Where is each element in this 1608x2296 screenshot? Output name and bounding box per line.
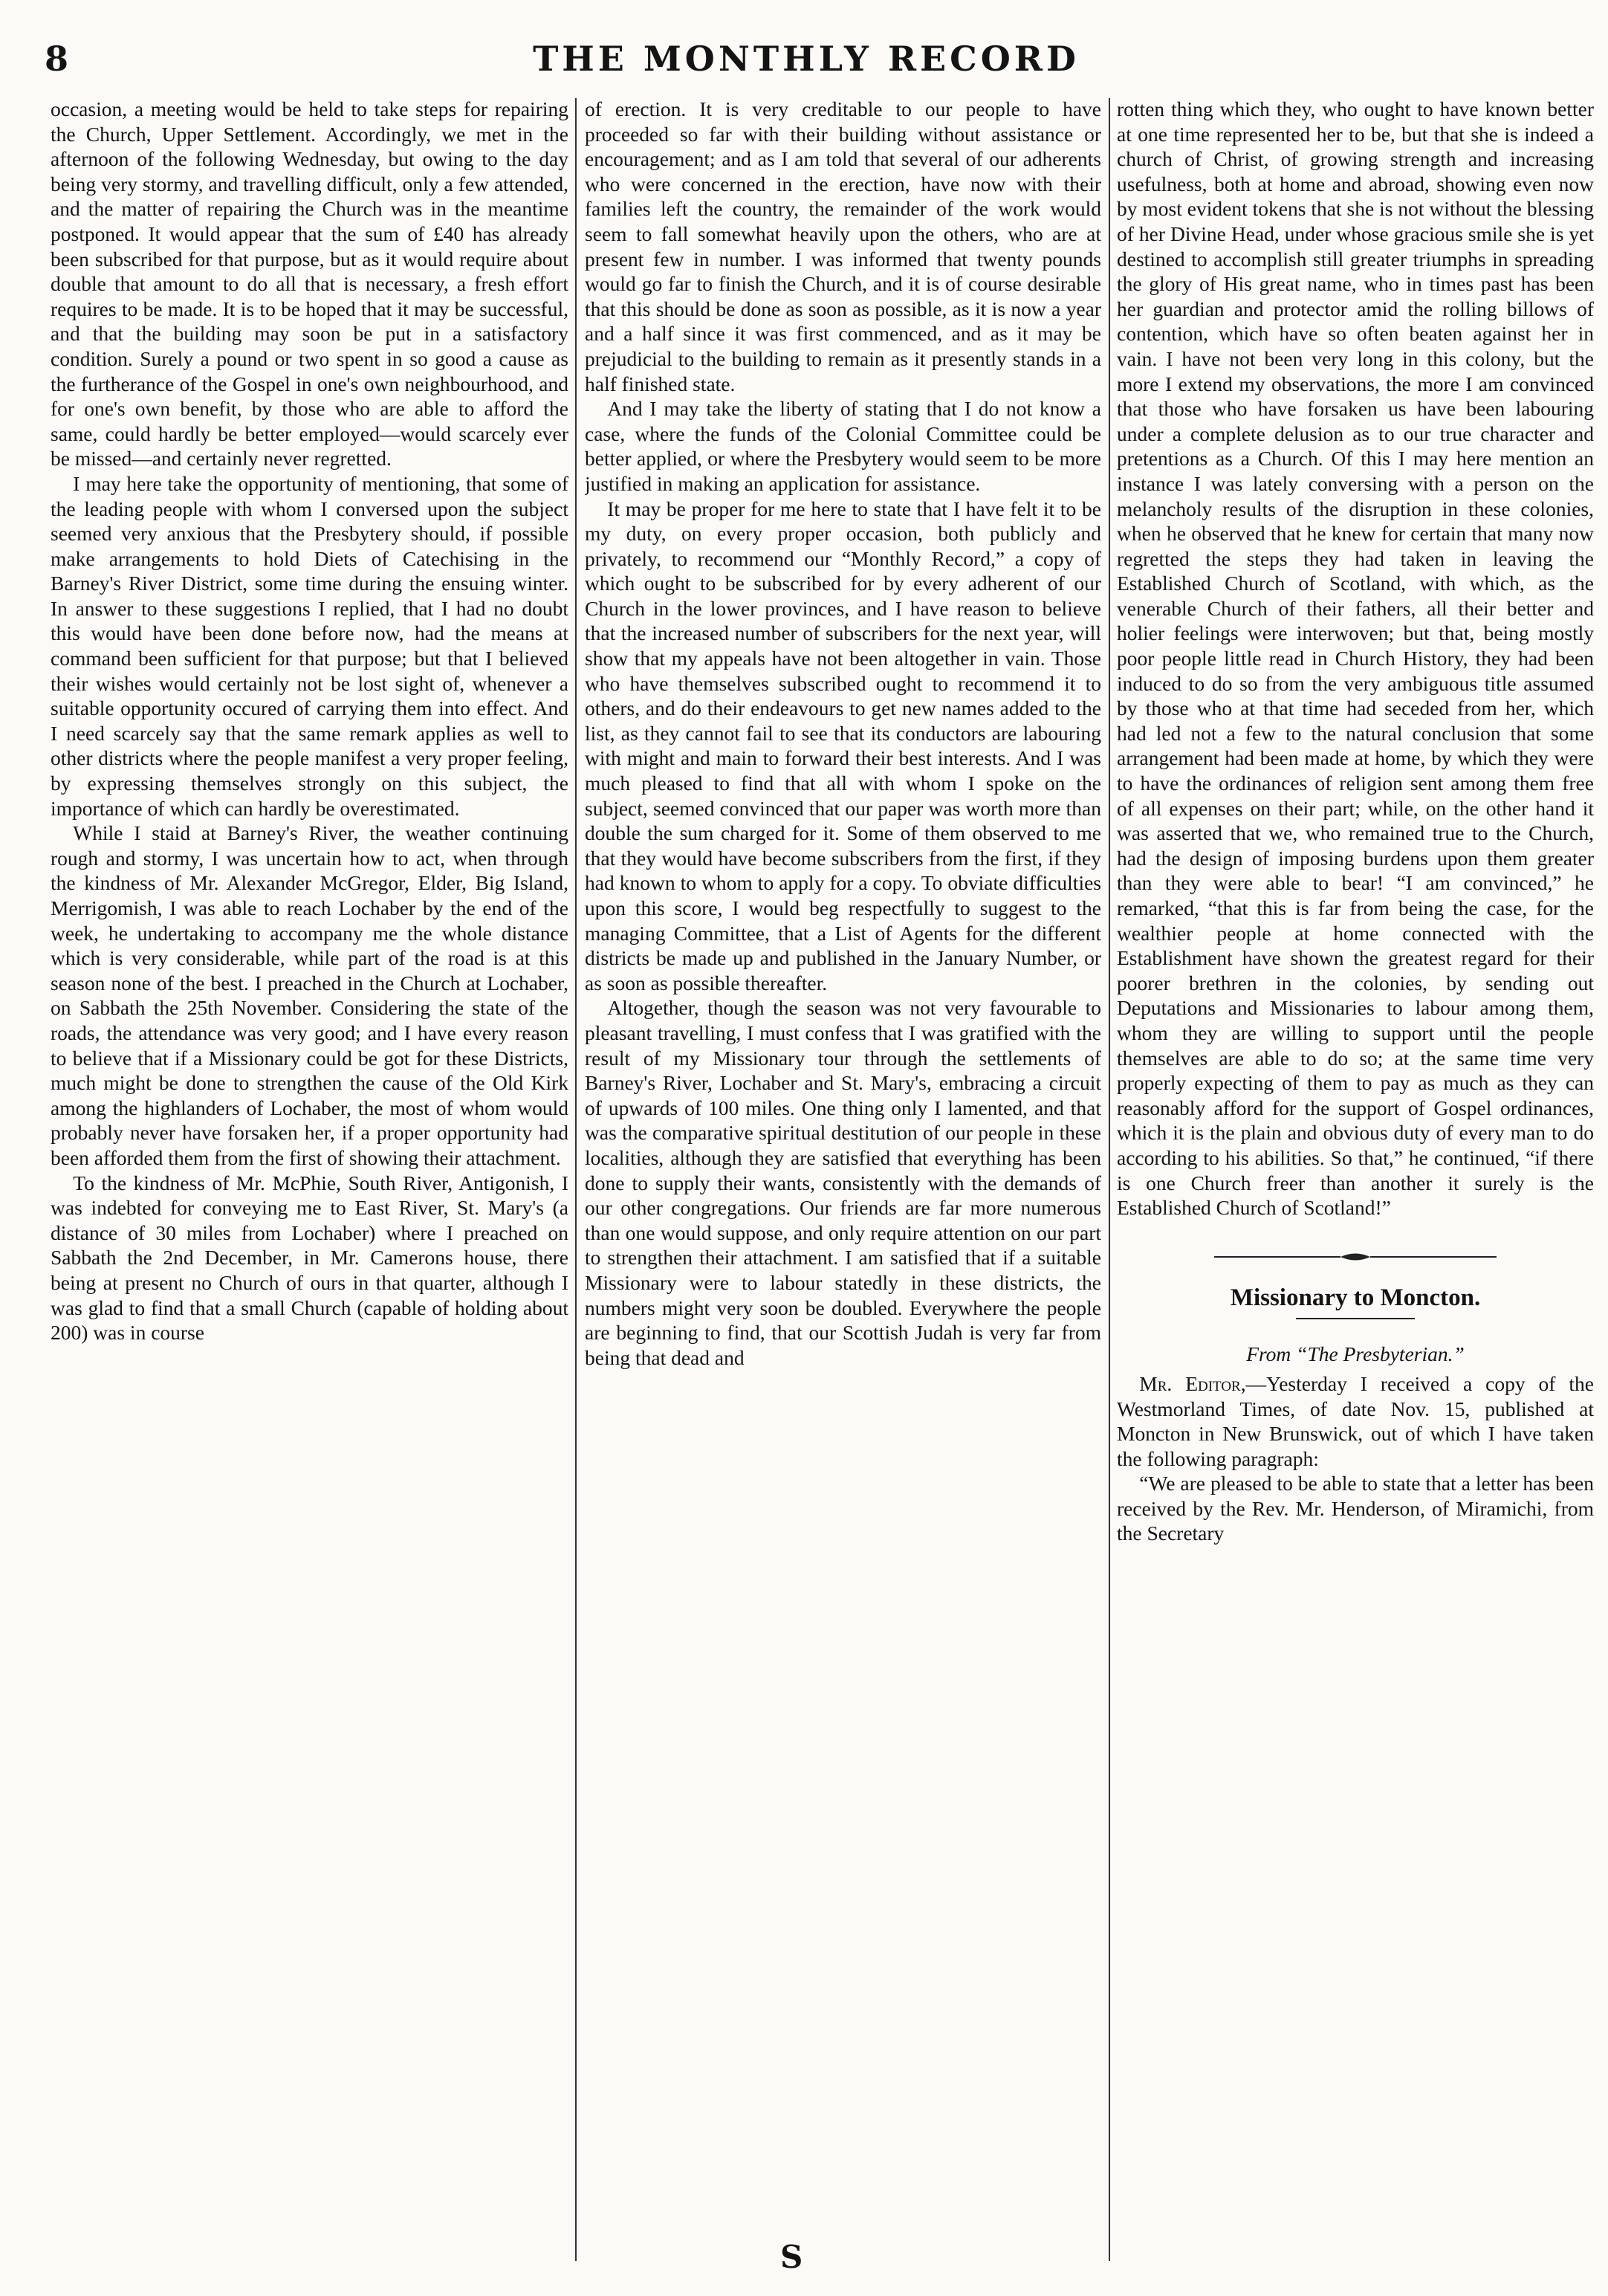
paragraph: Altogether, though the season was not very favourable to pleasant travelling, I must confess that I was gratified with the result of my Missionary tour through the settlements of Barney's River, Lochaber and St. Mary's, embracing a circuit of upwards of 100 miles. One thing only I lamented, and that was the comparative spiritual destitution of our people in these localities, although they are satisfied that everything has been done to supply their wants, consistently with the demands of our other congregations. Our friends are far more numerous than one would suppose, and only require attention on our part to strengthen their attachment. I am satisfied that if a suitable Missionary were to labour statedly in these districts, the numbers might very soon be doubled. Everywhere the people are beginning to find, that our Scottish Judah is very far from being that dead and <box>585 996 1101 1369</box>
column-right <box>1117 97 1594 2222</box>
paragraph: And I may take the liberty of stating that I do not know a case, where the funds of the Colonial Committee could be better applied, or where the Presbytery would seem to be more justified in making an application for assistance. <box>585 397 1101 495</box>
quoted-paragraph: “We are pleased to be able to state that a letter has been received by the Rev. Mr. Henderson, of Miramichi, from the Secretary <box>1117 1472 1594 1545</box>
column-left <box>51 97 568 2230</box>
paragraph: occasion, a meeting would be held to take steps for repairing the Church, Upper Settlement. Accordingly, we met in the afternoon of the following Wednesday, but owing to the day being very stormy, and travelling difficult, only a few attended, and the matter of repairing the Church was in the meantime postponed. It would appear that the sum of £40 has already been subscribed for that purpose, but as it would require about double that amount to do all that is necessary, a fresh effort requires to be made. It is to be hoped that it may be successful, and that the building may soon be put in a satisfactory condition. Surely a pound or two spent in so good a cause as the furtherance of the Gospel in one's own neighbourhood, and for one's own benefit, by those who are able to afford the same, could hardly be better employed—would scarcely ever be missed—and certainly never regretted. <box>51 97 568 470</box>
paragraph: of erection. It is very creditable to our people to have proceeded so far with their building without assistance or encouragement; and as I am told that several of our adherents who were concerned in the erection, have now with their families left the country, the remainder of the work would seem to fall somewhat heavily upon the others, who are at present few in number. I was informed that twenty pounds would go far to finish the Church, and it is of course desirable that this should be done as soon as possible, as it is now a year and a half since it was first commenced, and as it may be prejudicial to the building to remain as it presently stands in a half finished state. <box>585 97 1101 395</box>
section-title: Missionary to Moncton. <box>1230 1284 1481 1311</box>
letter-salutation: Mr. Editor, <box>1139 1371 1246 1395</box>
paragraph: I may here take the opportunity of mentioning, that some of the leading people with whom I conversed upon the subject seemed very anxious that the Presbytery should, if possible make arrangements to hold Diets of Catechising in the Barney's River District, some time during the ensuing winter. In answer to these suggestions I replied, that I had no doubt this would have been done before now, had the means at command been sufficient for that purpose; but that I believed their wishes would certainly not be lost sight of, whenever a suitable opportunity occured of carrying them into effect. And I need scarcely say that the same remark applies as well to other districts where the people manifest a very proper feeling, by expressing themselves strongly on this subject, the importance of which can hardly be overestimated. <box>51 471 568 820</box>
column-divider <box>575 98 577 2261</box>
column-divider <box>1109 98 1110 2261</box>
letter-body: —Yesterday I received a copy of the Westmorland Times, of date Nov. 15, published at Moncton in New Brunswick, out of which I have taken the following paragraph: <box>1117 1371 1594 1470</box>
signature-mark: S <box>780 2239 803 2275</box>
paragraph: It may be proper for me here to state that I have felt it to be my duty, on every proper occasion, both publicly and privately, to recommend our “Monthly Record,” a copy of which ought to be subscribed for by every adherent of our Church in the lower provinces, and I have reason to believe that the increased number of subscribers for the next year, will show that my appeals have not been altogether in vain. Those who have themselves subscribed ought to recommend it to others, and do their endeavours to get new names added to the list, as they cannot fail to see that its conductors are labouring with might and main to forward their best interests. And I was much pleased to find that all with whom I spoke on the subject, seemed convinced that our paper was worth more than double the sum charged for it. Some of them observed to me that they would have become subscribers from the first, if they had known to whom to apply for a copy. To obviate difficulties upon this score, I would beg respectfully to suggest to the managing Committee, that a List of Agents for the different districts be made up and published in the January Number, or as soon as possible thereafter. <box>585 497 1101 995</box>
paragraph: rotten thing which they, who ought to have known better at one time represented her to be, but that she is indeed a church of Christ, of growing strength and increasing usefulness, both at home and abroad, showing even now by most evident tokens that she is not without the blessing of her Divine Head, under whose gracious smile she is yet destined to accomplish still greater triumphs in spreading the glory of His great name, who in times past has been her guardian and protector amid the rolling billows of contention, which have so often beaten against her in vain. I have not been very long in this colony, but the more I extend my observations, the more I am convinced that those who have forsaken us have been labouring under a complete delusion as to our true character and pretentions as a Church. Of this I may here mention an instance I was lately conversing with a person on the melancholy results of the disruption in these colonies, when he observed that he knew for certain that many now regretted the steps they had taken in leaving the Established Church of Scotland, with which, as the venerable Church of their fathers, all their better and holier feelings were interwoven; but that, being mostly poor people little read in Church History, they had been induced to do so from the very ambiguous title assumed by those who at that time had seceded from her, which had led not a few to the natural conclusion that some arrangement had been made at home, by which they were to have the ordinances of religion sent among them free of all expenses on their part; while, on the other hand it was asserted that we, who remained true to the Church, had the design of imposing burdens upon them greater than they were able to bear! “I am convinced,” he remarked, “that this is far from being the case, for the wealthier people at home connected with the Establishment have shown the greatest regard for their poorer brethren in the colonies, by sending out Deputations and Missionaries to labour among them, whom they are willing to support until the people themselves are able to do so; at the same time very properly expecting of them to pay as much as they can reasonably afford for the support of Gospel ordinances, which it is the plain and obvious duty of every man to do according to his abilities. So that,” he continued, “if there is one Church freer than another it surely is the Established Church of Scotland!” <box>1117 97 1594 1220</box>
source-attribution: From “The Presbyterian.” <box>1246 1342 1465 1366</box>
ornamental-rule <box>1214 1250 1497 1264</box>
page-header <box>45 39 1568 91</box>
running-title: THE MONTHLY RECORD <box>533 39 1080 79</box>
letter-paragraph <box>1117 1371 1594 1471</box>
page-number: 8 <box>45 39 69 79</box>
paragraph: To the kindness of Mr. McPhie, South River, Antigonish, I was indebted for conveying me to East River, St. Mary's (a distance of 30 miles from Lochaber) where I preached on Sabbath the 2nd December, in Mr. Camerons house, there being at present no Church of ours in that quarter, although I was glad to find that a small Church (capable of holding about 200) was in course <box>51 1171 568 1345</box>
title-underline <box>1296 1318 1415 1319</box>
paragraph: While I staid at Barney's River, the weather continuing rough and stormy, I was uncertain how to act, when through the kindness of Mr. Alexander McGregor, Elder, Big Island, Merrigomish, I was able to reach Lochaber by the end of the week, he undertaking to accompany me the whole distance which is very considerable, while part of the road is at this season none of the best. I preached in the Church at Lochaber, on Sabbath the 25th November. Considering the state of the roads, the attendance was very good; and I have every reason to believe that if a Missionary could be got for these Districts, much might be done to strengthen the cause of the Old Kirk among the highlanders of Lochaber, the most of whom would probably never have forsaken her, if a proper opportunity had been afforded them from the first of showing their attachment. <box>51 821 568 1169</box>
column-middle <box>585 97 1101 2230</box>
